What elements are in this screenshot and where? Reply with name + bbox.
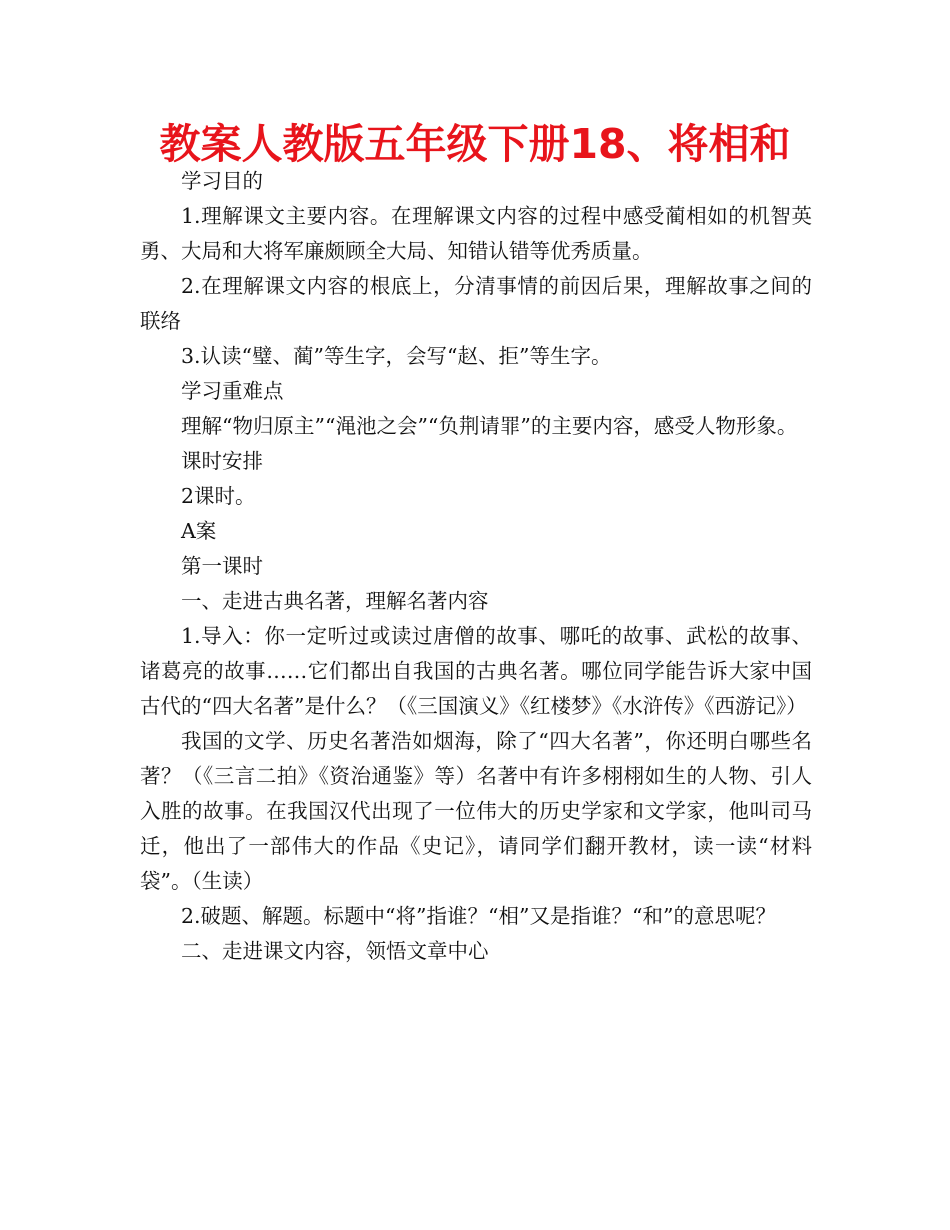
heading-learning-goals: 学习目的 [181, 169, 263, 193]
goal-1: 1.理解课文主要内容。在理解课文内容的过程中感受蔺相如的机智英勇、大局和大将军廉颇顾全大局、知错认错等优秀质量。 [140, 204, 812, 263]
schedule-text: 2课时。 [181, 484, 256, 508]
section-2-heading: 二、走进课文内容，领悟文章中心 [181, 939, 489, 963]
key-points-text: 理解“物归原主”“渑池之会”“负荆请罪”的主要内容，感受人物形象。 [181, 414, 798, 438]
classics-paragraph: 我国的文学、历史名著浩如烟海，除了“四大名著”，你还明白哪些名著？（《三言二拍》《资治通鉴》等）名著中有许多栩栩如生的人物、引人入胜的故事。在我国汉代出现了一位伟大的历史学家和文学家，他叫司马迁，他出了一部伟大的作品《史记》，请同学们翻开教材，读一读“材料袋”。（生读） [140, 729, 812, 893]
document-title: 教案人教版五年级下册18、将相和 [159, 120, 791, 168]
goal-3: 3.认读“璧、蔺”等生字，会写“赵、拒”等生字。 [181, 344, 612, 368]
first-lesson-heading: 第一课时 [181, 554, 263, 578]
title-analysis-paragraph: 2.破题、解题。标题中“将”指谁？“相”又是指谁？“和”的意思呢？ [181, 904, 776, 928]
document-body [140, 164, 812, 969]
plan-a-heading: A案 [181, 519, 217, 543]
goal-2: 2.在理解课文内容的根底上，分清事情的前因后果，理解故事之间的联络 [140, 274, 812, 333]
intro-paragraph: 1.导入：你一定听过或读过唐僧的故事、哪吒的故事、武松的故事、诸葛亮的故事……它们都出自我国的古典名著。哪位同学能告诉大家中国古代的“四大名著”是什么？（《三国演义》《红楼梦》《水浒传》《西游记》） [140, 624, 812, 718]
heading-schedule: 课时安排 [181, 449, 263, 473]
section-1-heading: 一、走进古典名著，理解名著内容 [181, 589, 489, 613]
heading-key-points: 学习重难点 [181, 379, 284, 403]
